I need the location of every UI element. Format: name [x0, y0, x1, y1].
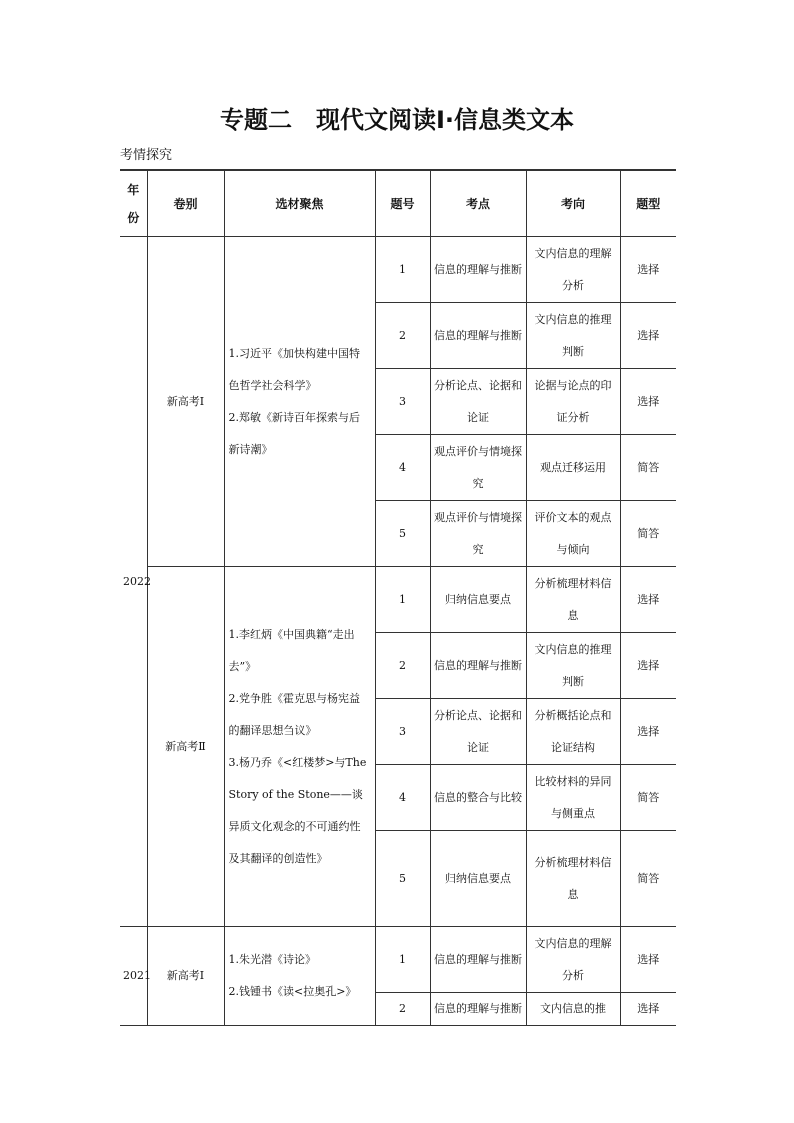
- direction-cell: 文内信息的推: [526, 993, 620, 1026]
- question-type-cell: 简答: [620, 831, 676, 927]
- test-point-cell: 信息的理解与推断: [430, 993, 526, 1026]
- material-item: 1.李红炳《中国典籍“走出去”》: [228, 627, 355, 673]
- question-no-cell: 1: [375, 927, 430, 993]
- exam-analysis-table-container: [120, 169, 676, 1025]
- question-no-cell: 4: [375, 435, 430, 501]
- question-no-cell: 2: [375, 993, 430, 1026]
- test-point-cell: 信息的理解与推断: [430, 633, 526, 699]
- material-cell: [224, 927, 375, 1026]
- test-point-cell: 分析论点、论据和论证: [430, 369, 526, 435]
- header-material: 选材聚焦: [224, 171, 375, 237]
- page-title: 专题二 现代文阅读Ⅰ·信息类文本: [219, 106, 575, 134]
- material-item: 1.习近平《加快构建中国特色哲学社会科学》: [228, 346, 360, 392]
- question-type-cell: 简答: [620, 501, 676, 567]
- question-no-cell: 3: [375, 369, 430, 435]
- material-item: 2.钱锺书《读<拉奥孔>》: [228, 985, 357, 998]
- question-no-cell: 4: [375, 765, 430, 831]
- material-item: 1.朱光潜《诗论》: [228, 953, 316, 966]
- direction-cell: 论据与论点的印证分析: [526, 369, 620, 435]
- paper-cell: 新高考Ⅰ: [147, 237, 224, 567]
- header-paper: 卷别: [147, 171, 224, 237]
- material-cell: [224, 567, 375, 927]
- question-type-cell: 简答: [620, 435, 676, 501]
- test-point-cell: 归纳信息要点: [430, 831, 526, 927]
- question-type-cell: 选择: [620, 369, 676, 435]
- question-type-cell: 选择: [620, 633, 676, 699]
- question-type-cell: 简答: [620, 765, 676, 831]
- question-type-cell: 选择: [620, 567, 676, 633]
- question-no-cell: 2: [375, 633, 430, 699]
- direction-cell: 比较材料的异同与侧重点: [526, 765, 620, 831]
- header-direction: 考向: [526, 171, 620, 237]
- test-point-cell: 归纳信息要点: [430, 567, 526, 633]
- table-row: [120, 567, 676, 633]
- direction-cell: 文内信息的推理判断: [526, 633, 620, 699]
- direction-cell: 文内信息的推理判断: [526, 303, 620, 369]
- test-point-cell: 观点评价与情境探究: [430, 501, 526, 567]
- direction-cell: 文内信息的理解分析: [526, 237, 620, 303]
- question-type-cell: 选择: [620, 237, 676, 303]
- table-header-row: [120, 171, 676, 237]
- header-question-no: 题号: [375, 171, 430, 237]
- direction-cell: 文内信息的理解分析: [526, 927, 620, 993]
- question-type-cell: 选择: [620, 993, 676, 1026]
- question-type-cell: 选择: [620, 699, 676, 765]
- paper-cell: 新高考Ⅰ: [147, 927, 224, 1026]
- test-point-cell: 信息的理解与推断: [430, 303, 526, 369]
- table-row: [120, 927, 676, 993]
- direction-cell: 分析概括论点和论证结构: [526, 699, 620, 765]
- test-point-cell: 信息的整合与比较: [430, 765, 526, 831]
- question-no-cell: 1: [375, 237, 430, 303]
- header-question-type: 题型: [620, 171, 676, 237]
- material-item: 2.郑敏《新诗百年探索与后新诗潮》: [228, 410, 360, 456]
- question-no-cell: 5: [375, 831, 430, 927]
- header-year: 年份: [120, 171, 147, 237]
- material-item: 3.杨乃乔《<红楼梦>与The Story of the Stone——谈异质文化观念的不可通约性及其翻译的创造性》: [228, 755, 367, 865]
- paper-cell: 新高考Ⅱ: [147, 567, 224, 927]
- direction-cell: 观点迁移运用: [526, 435, 620, 501]
- question-type-cell: 选择: [620, 303, 676, 369]
- question-no-cell: 3: [375, 699, 430, 765]
- material-item: 2.党争胜《霍克思与杨宪益的翻译思想刍议》: [228, 691, 360, 737]
- test-point-cell: 信息的理解与推断: [430, 237, 526, 303]
- material-cell: [224, 237, 375, 567]
- test-point-cell: 信息的理解与推断: [430, 927, 526, 993]
- direction-cell: 评价文本的观点与倾向: [526, 501, 620, 567]
- section-label: 考情探究: [120, 148, 173, 163]
- header-test-point: 考点: [430, 171, 526, 237]
- test-point-cell: 观点评价与情境探究: [430, 435, 526, 501]
- question-no-cell: 2: [375, 303, 430, 369]
- year-cell: 2022: [120, 237, 147, 927]
- table-row: [120, 237, 676, 303]
- test-point-cell: 分析论点、论据和论证: [430, 699, 526, 765]
- year-cell: 2021: [120, 927, 147, 1026]
- exam-analysis-table: [120, 170, 676, 1026]
- direction-cell: 分析梳理材料信息: [526, 567, 620, 633]
- direction-cell: 分析梳理材料信息: [526, 831, 620, 927]
- question-no-cell: 1: [375, 567, 430, 633]
- question-type-cell: 选择: [620, 927, 676, 993]
- question-no-cell: 5: [375, 501, 430, 567]
